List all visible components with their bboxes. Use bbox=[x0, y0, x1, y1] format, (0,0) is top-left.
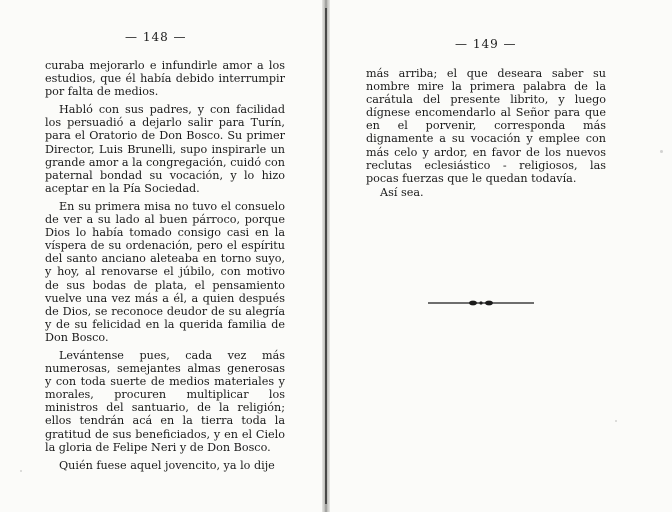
paper-speck bbox=[615, 420, 617, 422]
gutter-shadow-line bbox=[325, 8, 327, 504]
right-page-text bbox=[366, 67, 606, 199]
paper-speck bbox=[20, 470, 22, 472]
paragraph: En su primera misa no tuvo el consuelo de ver a su lado al buen párroco, porque Dios lo había tomado consigo casi en la víspera de su ordenación, pero el espíritu del santo anciano aleteaba en torno suyo, y hoy, al renovarse el júbilo, con motivo de sus bodas de plata, el pensamiento vuelve una vez más a él, a quien después de Dios, se reconoce deudor de su alegría y de su felicidad en la querida familia de Don Bosco. bbox=[45, 199, 285, 344]
page-number-148: — 148 — bbox=[125, 30, 187, 44]
left-page-text bbox=[45, 59, 285, 472]
paragraph: curaba mejorarlo e infundirle amor a los estudios, que él había debido interrumpir por falta de medios. bbox=[45, 59, 285, 99]
right-page bbox=[330, 0, 672, 512]
paragraph: Quién fuese aquel jovencito, ya lo dije bbox=[59, 458, 275, 472]
ornament-rule bbox=[428, 299, 534, 307]
page-number-149: — 149 — bbox=[455, 37, 517, 51]
paragraph: más arriba; el que deseara saber su nombre mire la primera palabra de la carátula del presente librito, y luego dígnese encomendarlo al Señor para que en el porvenir, corresponda más dignamente a su vocación y emplee con más celo y ardor, en favor de los nuevos reclutas eclesiástico - religiosos, las pocas fuerzas que le quedan todavía. bbox=[366, 67, 606, 185]
closing-line: Así sea. bbox=[380, 185, 424, 199]
paragraph: Levántense pues, cada vez más numerosas, semejantes almas generosas y con toda suerte de medios materiales y morales, procuren multiplicar los ministros del santuario, de la religión; ellos tendrán acá en la tierra toda la gratitud de sus beneficiados, y en el Cielo la gloria de Felipe Neri y de Don Bosco. bbox=[45, 348, 285, 454]
paper-speck bbox=[660, 150, 663, 153]
paragraph: Habló con sus padres, y con facilidad los persuadió a dejarlo salir para Turín, para el Oratorio de Don Bosco. Su primer Director, Luis Brunelli, supo inspirarle un grande amor a la congregación, cuidó con paternal bondad su vocación, y lo hizo aceptar en la Pía Sociedad. bbox=[45, 103, 285, 195]
left-page bbox=[0, 0, 322, 512]
